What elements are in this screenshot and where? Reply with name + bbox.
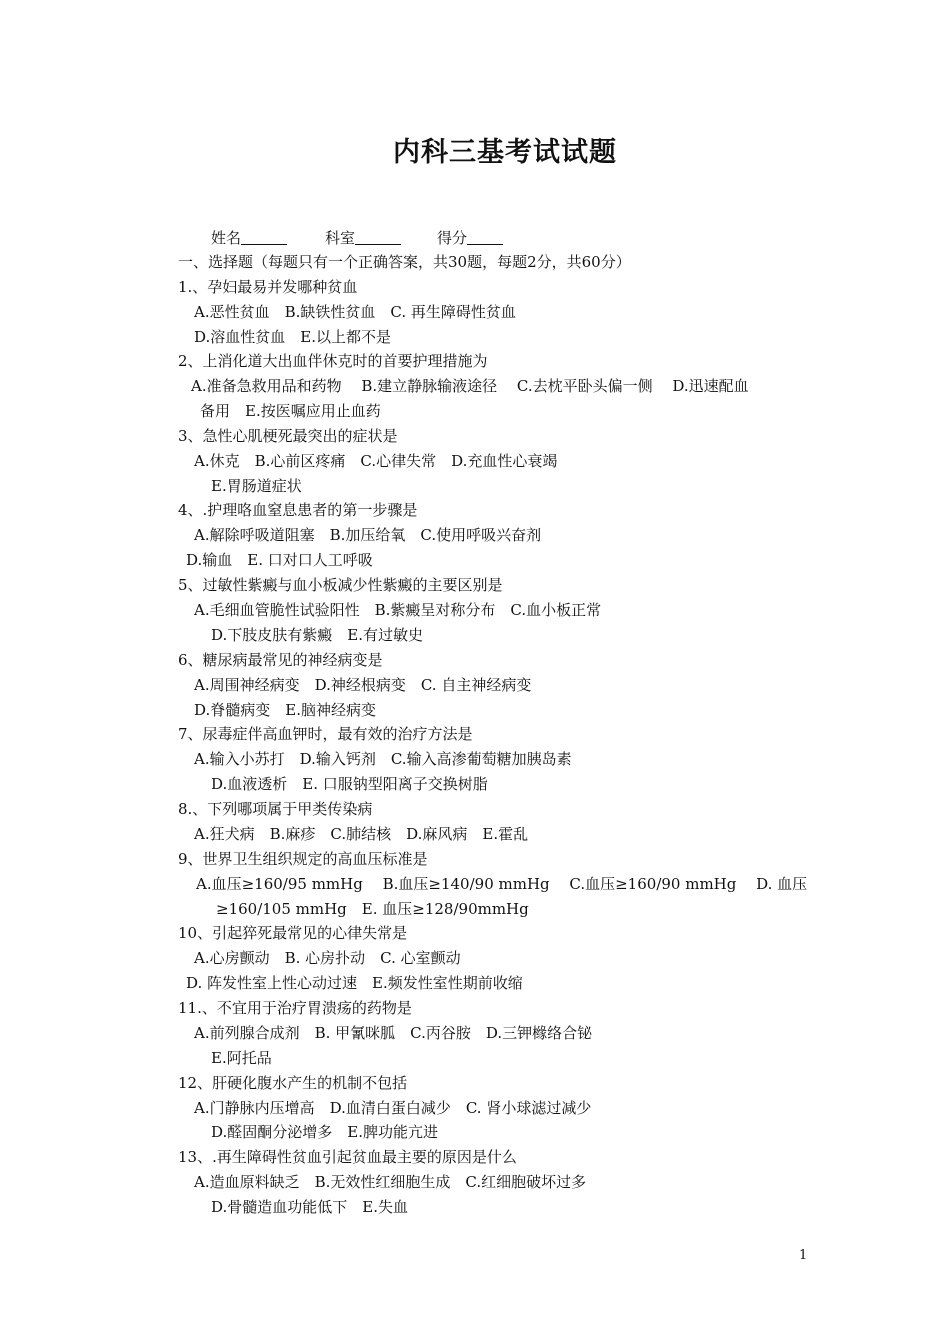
option-line: A.狂犬病 B.麻疹 C.肺结核 D.麻风病 E.霍乱 — [194, 825, 529, 843]
option-line: D.血液透析 E. 口服钠型阳离子交换树脂 — [211, 775, 488, 793]
page-number: 1 — [799, 1248, 808, 1263]
option-line: E.阿托品 — [211, 1049, 272, 1067]
question-line: 7、尿毒症伴高血钾时，最有效的治疗方法是 — [178, 725, 473, 743]
option-line: D.醛固酮分泌增多 E.脾功能亢进 — [211, 1123, 438, 1141]
option-line: 备用 E.按医嘱应用止血药 — [200, 402, 381, 420]
option-line: A.恶性贫血 B.缺铁性贫血 C. 再生障碍性贫血 — [194, 303, 516, 321]
option-line: A.前列腺合成剂 B. 甲氰咪胍 C.丙谷胺 D.三钾橼络合铋 — [194, 1024, 593, 1042]
question-line: 9、世界卫生组织规定的高血压标准是 — [178, 850, 428, 868]
question-line: 4、.护理咯血窒息患者的第一步骤是 — [178, 501, 418, 519]
option-line: D. 阵发性室上性心动过速 E.频发性室性期前收缩 — [186, 974, 523, 992]
name-label: 姓名 — [211, 229, 242, 247]
option-line: D.下肢皮肤有紫癜 E.有过敏史 — [211, 626, 423, 644]
option-line: D.溶血性贫血 E.以上都不是 — [194, 328, 391, 346]
question-line: 10、引起猝死最常见的心律失常是 — [178, 924, 408, 942]
info-fields — [211, 228, 503, 248]
question-line: 12、肝硬化腹水产生的机制不包括 — [178, 1074, 408, 1092]
question-line: 8.、下列哪项属于甲类传染病 — [178, 800, 373, 818]
score-blank — [467, 229, 503, 245]
dept-label: 科室 — [325, 229, 356, 247]
option-line: A.血压≥160/95 mmHg B.血压≥140/90 mmHg C.血压≥160/90 mmHg D. 血压 — [196, 875, 808, 893]
option-line: A.毛细血管脆性试验阳性 B.紫癜呈对称分布 C.血小板正常 — [194, 601, 602, 619]
option-line: A.心房颤动 B. 心房扑动 C. 心室颤动 — [194, 949, 461, 967]
dept-blank — [355, 229, 401, 245]
question-line: 3、急性心肌梗死最突出的症状是 — [178, 427, 398, 445]
option-line: A.门静脉内压增高 D.血清白蛋白减少 C. 肾小球滤过减少 — [194, 1099, 592, 1117]
question-line: 11.、不宜用于治疗胃溃疡的药物是 — [178, 999, 412, 1017]
option-line: ≥160/105 mmHg E. 血压≥128/90mmHg — [216, 900, 529, 918]
option-line: D.骨髓造血功能低下 E.失血 — [211, 1198, 408, 1216]
option-line: A.解除呼吸道阻塞 B.加压给氧 C.使用呼吸兴奋剂 — [194, 526, 542, 544]
option-line: D.输血 E. 口对口人工呼吸 — [186, 551, 373, 569]
question-line: 6、糖尿病最常见的神经病变是 — [178, 651, 383, 669]
question-line: 5、过敏性紫癜与血小板减少性紫癜的主要区别是 — [178, 576, 503, 594]
question-line: 2、上消化道大出血伴休克时的首要护理措施为 — [178, 352, 488, 370]
page-title: 内科三基考试试题 — [393, 137, 617, 168]
option-line: A.输入小苏打 D.输入钙剂 C.输入高渗葡萄糖加胰岛素 — [194, 750, 572, 768]
option-line: A.休克 B.心前区疼痛 C.心律失常 D.充血性心衰竭 — [194, 452, 558, 470]
question-line: 1.、孕妇最易并发哪种贫血 — [178, 278, 358, 296]
option-line: A.周围神经病变 D.神经根病变 C. 自主神经病变 — [194, 676, 532, 694]
option-line: D.脊髓病变 E.脑神经病变 — [194, 701, 376, 719]
score-label: 得分 — [437, 229, 468, 247]
question-line: 13、.再生障碍性贫血引起贫血最主要的原因是什么 — [178, 1148, 517, 1166]
name-blank — [241, 229, 287, 245]
option-line: E.胃肠道症状 — [211, 477, 302, 495]
option-line: A.造血原料缺乏 B.无效性红细胞生成 C.红细胞破坏过多 — [194, 1173, 587, 1191]
section-header: 一、选择题（每题只有一个正确答案，共30题，每题2分，共60分） — [178, 253, 631, 271]
option-line: A.准备急救用品和药物 B.建立静脉输液途径 C.去枕平卧头偏一侧 D.迅速配血 — [191, 377, 749, 395]
